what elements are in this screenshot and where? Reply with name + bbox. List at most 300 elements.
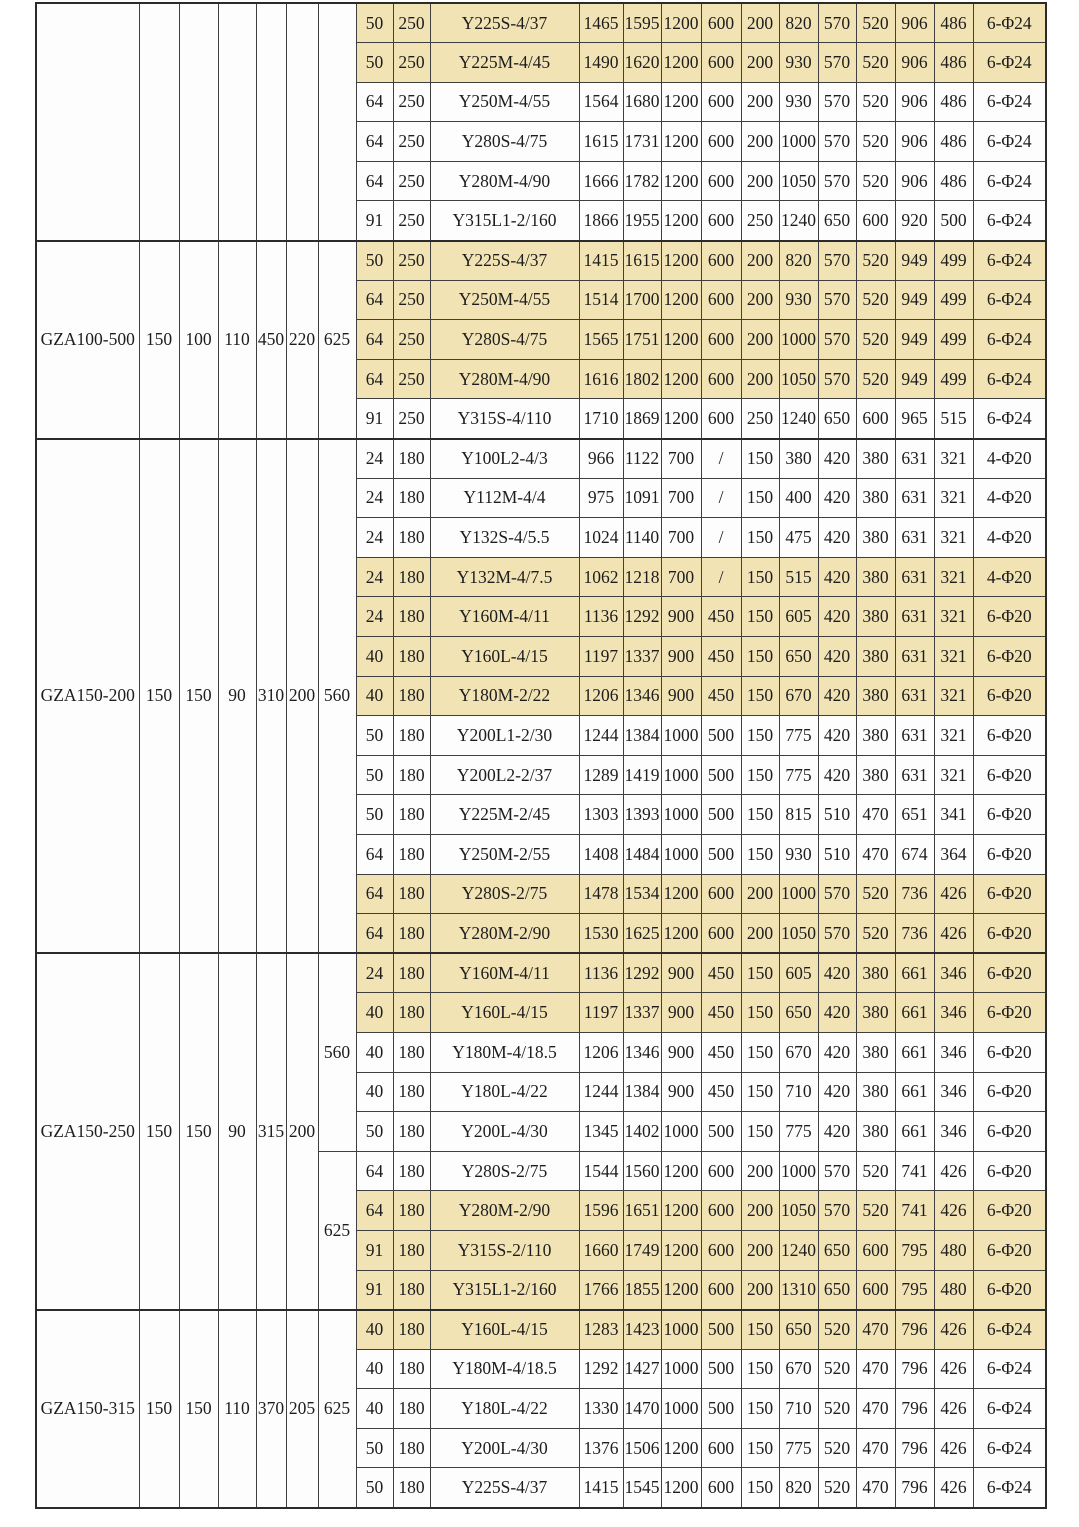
value-cell: 906 (895, 43, 934, 83)
value-cell: 470 (856, 1389, 895, 1429)
value-cell: 631 (895, 518, 934, 558)
value-cell: 1200 (661, 161, 701, 201)
value-cell: 346 (934, 1112, 973, 1152)
value-cell: 150 (741, 478, 779, 518)
value-cell: 64 (356, 122, 393, 162)
dim-cell: 110 (218, 241, 256, 439)
motor-model-cell: Y160M-4/11 (430, 597, 579, 637)
value-cell: 1749 (623, 1230, 661, 1270)
value-cell: 420 (818, 637, 856, 677)
value-cell: 150 (741, 1389, 779, 1429)
value-cell: 1710 (579, 399, 623, 439)
motor-model-cell: Y100L2-4/3 (430, 439, 579, 479)
value-cell: 820 (779, 241, 818, 281)
value-cell: 321 (934, 755, 973, 795)
table-row (36, 953, 1046, 993)
value-cell: 364 (934, 834, 973, 874)
motor-model-cell: Y280M-4/90 (430, 359, 579, 399)
value-cell: 1000 (661, 1349, 701, 1389)
value-cell: 346 (934, 1032, 973, 1072)
value-cell: 64 (356, 834, 393, 874)
value-cell: 1140 (623, 518, 661, 558)
value-cell: 1000 (661, 716, 701, 756)
value-cell: 906 (895, 122, 934, 162)
value-cell: 510 (818, 834, 856, 874)
value-cell: 200 (741, 1151, 779, 1191)
value-cell: 40 (356, 637, 393, 677)
motor-model-cell: Y180M-4/18.5 (430, 1349, 579, 1389)
value-cell: 1802 (623, 359, 661, 399)
value-cell: 150 (741, 993, 779, 1033)
motor-model-cell: Y180L-4/22 (430, 1072, 579, 1112)
value-cell: 1000 (661, 834, 701, 874)
value-cell: 180 (393, 478, 430, 518)
motor-model-cell: Y225S-4/37 (430, 3, 579, 43)
value-cell: 670 (779, 676, 818, 716)
table-row (36, 439, 1046, 479)
value-cell: 570 (818, 43, 856, 83)
value-cell: 486 (934, 122, 973, 162)
value-cell: 200 (741, 161, 779, 201)
bolt-spec-cell: 6-Φ20 (973, 597, 1046, 637)
value-cell: 380 (856, 1112, 895, 1152)
dim-cell: 90 (218, 439, 256, 954)
value-cell: 1240 (779, 201, 818, 241)
value-cell: 1244 (579, 1072, 623, 1112)
value-cell: 520 (856, 82, 895, 122)
value-cell: 600 (856, 399, 895, 439)
value-cell: 346 (934, 953, 973, 993)
value-cell: 341 (934, 795, 973, 835)
value-cell: 500 (701, 1112, 741, 1152)
value-cell: 600 (856, 1270, 895, 1310)
value-cell: 450 (701, 676, 741, 716)
value-cell: 450 (701, 1072, 741, 1112)
value-cell: 570 (818, 241, 856, 281)
value-cell: 520 (818, 1468, 856, 1508)
value-cell: 1415 (579, 1468, 623, 1508)
value-cell: 150 (741, 597, 779, 637)
value-cell: 1700 (623, 280, 661, 320)
value-cell: 520 (818, 1428, 856, 1468)
value-cell: 600 (701, 82, 741, 122)
value-cell: 180 (393, 1310, 430, 1350)
value-cell: 796 (895, 1349, 934, 1389)
value-cell: 906 (895, 3, 934, 43)
value-cell: 520 (856, 3, 895, 43)
value-cell: 520 (856, 874, 895, 914)
value-cell: 570 (818, 359, 856, 399)
value-cell: 815 (779, 795, 818, 835)
motor-model-cell: Y180M-2/22 (430, 676, 579, 716)
value-cell: 380 (856, 993, 895, 1033)
motor-model-cell: Y250M-4/55 (430, 82, 579, 122)
value-cell: 631 (895, 478, 934, 518)
value-cell: 600 (701, 1428, 741, 1468)
value-cell: 470 (856, 834, 895, 874)
value-cell: 180 (393, 1112, 430, 1152)
value-cell: 661 (895, 993, 934, 1033)
value-cell: 500 (701, 1349, 741, 1389)
value-cell: 1200 (661, 43, 701, 83)
value-cell: 426 (934, 1191, 973, 1231)
value-cell: 1866 (579, 201, 623, 241)
value-cell: 1330 (579, 1389, 623, 1429)
value-cell: 500 (701, 1389, 741, 1429)
dim-cell: 625 (318, 1310, 356, 1508)
table-row (36, 241, 1046, 281)
value-cell: 1062 (579, 557, 623, 597)
bolt-spec-cell: 6-Φ20 (973, 914, 1046, 954)
motor-model-cell: Y200L-4/30 (430, 1428, 579, 1468)
bolt-spec-cell: 6-Φ24 (973, 280, 1046, 320)
value-cell: 486 (934, 43, 973, 83)
value-cell: 1050 (779, 359, 818, 399)
value-cell: 1595 (623, 3, 661, 43)
value-cell: 321 (934, 518, 973, 558)
value-cell: 180 (393, 439, 430, 479)
value-cell: 930 (779, 43, 818, 83)
value-cell: 520 (856, 161, 895, 201)
value-cell: 570 (818, 3, 856, 43)
value-cell: 180 (393, 1468, 430, 1508)
value-cell: 1419 (623, 755, 661, 795)
value-cell: 520 (818, 1310, 856, 1350)
bolt-spec-cell: 6-Φ24 (973, 1349, 1046, 1389)
page (35, 2, 1047, 1509)
motor-model-cell: Y180M-4/18.5 (430, 1032, 579, 1072)
value-cell: 1402 (623, 1112, 661, 1152)
dim-cell: 625 (318, 1151, 356, 1309)
dim-cell (179, 3, 218, 241)
value-cell: 321 (934, 557, 973, 597)
value-cell: 1544 (579, 1151, 623, 1191)
pump-model-cell: GZA100-500 (36, 241, 139, 439)
value-cell: 420 (818, 1112, 856, 1152)
value-cell: 1200 (661, 320, 701, 360)
value-cell: 420 (818, 676, 856, 716)
value-cell: 515 (934, 399, 973, 439)
value-cell: 1615 (579, 122, 623, 162)
value-cell: 450 (701, 637, 741, 677)
bolt-spec-cell: 6-Φ20 (973, 1191, 1046, 1231)
value-cell: 1731 (623, 122, 661, 162)
bolt-spec-cell: 6-Φ24 (973, 1389, 1046, 1429)
value-cell: 1855 (623, 1270, 661, 1310)
value-cell: 1197 (579, 637, 623, 677)
value-cell: 1218 (623, 557, 661, 597)
value-cell: 1310 (779, 1270, 818, 1310)
value-cell: 520 (856, 122, 895, 162)
dim-cell: 150 (179, 439, 218, 954)
value-cell: 1000 (661, 1112, 701, 1152)
value-cell: 1616 (579, 359, 623, 399)
value-cell: 250 (741, 399, 779, 439)
value-cell: 180 (393, 914, 430, 954)
value-cell: 150 (741, 1112, 779, 1152)
value-cell: 520 (856, 280, 895, 320)
value-cell: 91 (356, 1270, 393, 1310)
value-cell: 200 (741, 1270, 779, 1310)
value-cell: 949 (895, 320, 934, 360)
motor-model-cell: Y250M-4/55 (430, 280, 579, 320)
value-cell: 250 (393, 241, 430, 281)
value-cell: 600 (701, 43, 741, 83)
value-cell: 1292 (579, 1349, 623, 1389)
value-cell: 50 (356, 3, 393, 43)
motor-model-cell: Y160M-4/11 (430, 953, 579, 993)
value-cell: 1506 (623, 1428, 661, 1468)
value-cell: 180 (393, 1349, 430, 1389)
dim-cell: 205 (286, 1310, 318, 1508)
value-cell: 150 (741, 637, 779, 677)
value-cell: 150 (741, 1349, 779, 1389)
value-cell: 50 (356, 241, 393, 281)
motor-model-cell: Y160L-4/15 (430, 1310, 579, 1350)
value-cell: 64 (356, 1191, 393, 1231)
value-cell: 420 (818, 953, 856, 993)
value-cell: 250 (393, 359, 430, 399)
bolt-spec-cell: 6-Φ24 (973, 201, 1046, 241)
value-cell: 150 (741, 1428, 779, 1468)
bolt-spec-cell: 6-Φ24 (973, 122, 1046, 162)
value-cell: 520 (856, 1151, 895, 1191)
value-cell: 700 (661, 439, 701, 479)
value-cell: 1240 (779, 1230, 818, 1270)
value-cell: 570 (818, 122, 856, 162)
value-cell: 600 (701, 1468, 741, 1508)
value-cell: 200 (741, 359, 779, 399)
value-cell: 600 (701, 399, 741, 439)
value-cell: 1000 (779, 874, 818, 914)
value-cell: 710 (779, 1389, 818, 1429)
motor-model-cell: Y315L1-2/160 (430, 1270, 579, 1310)
value-cell: 475 (779, 518, 818, 558)
dim-cell (286, 3, 318, 241)
value-cell: 50 (356, 1428, 393, 1468)
value-cell: 1484 (623, 834, 661, 874)
value-cell: 470 (856, 1349, 895, 1389)
value-cell: 1565 (579, 320, 623, 360)
bolt-spec-cell: 6-Φ20 (973, 1151, 1046, 1191)
value-cell: 180 (393, 1151, 430, 1191)
value-cell: 250 (393, 320, 430, 360)
value-cell: 200 (741, 3, 779, 43)
value-cell: 520 (856, 43, 895, 83)
value-cell: 651 (895, 795, 934, 835)
value-cell: 661 (895, 1072, 934, 1112)
value-cell: 426 (934, 1389, 973, 1429)
value-cell: 380 (856, 439, 895, 479)
bolt-spec-cell: 6-Φ20 (973, 834, 1046, 874)
table-row (36, 1310, 1046, 1350)
dim-cell: 315 (256, 953, 286, 1309)
dim-cell: 310 (256, 439, 286, 954)
value-cell: 250 (393, 280, 430, 320)
bolt-spec-cell: 6-Φ20 (973, 1270, 1046, 1310)
motor-model-cell: Y315S-4/110 (430, 399, 579, 439)
value-cell: 775 (779, 1112, 818, 1152)
value-cell: 200 (741, 43, 779, 83)
value-cell: 631 (895, 676, 934, 716)
value-cell: 600 (701, 122, 741, 162)
value-cell: 1206 (579, 676, 623, 716)
value-cell: / (701, 557, 741, 597)
value-cell: 900 (661, 597, 701, 637)
value-cell: 380 (856, 518, 895, 558)
value-cell: 180 (393, 874, 430, 914)
value-cell: 426 (934, 1428, 973, 1468)
value-cell: 570 (818, 320, 856, 360)
value-cell: 605 (779, 953, 818, 993)
spec-table (35, 2, 1047, 1509)
value-cell: 600 (701, 1191, 741, 1231)
value-cell: 600 (701, 914, 741, 954)
value-cell: 736 (895, 874, 934, 914)
value-cell: 380 (856, 478, 895, 518)
value-cell: 380 (779, 439, 818, 479)
value-cell: 600 (701, 201, 741, 241)
value-cell: 250 (393, 161, 430, 201)
value-cell: 50 (356, 43, 393, 83)
value-cell: 180 (393, 1230, 430, 1270)
value-cell: 180 (393, 953, 430, 993)
value-cell: 1346 (623, 1032, 661, 1072)
bolt-spec-cell: 6-Φ20 (973, 1112, 1046, 1152)
value-cell: 420 (818, 755, 856, 795)
value-cell: 631 (895, 557, 934, 597)
value-cell: 499 (934, 359, 973, 399)
value-cell: 1197 (579, 993, 623, 1033)
value-cell: 426 (934, 1310, 973, 1350)
bolt-spec-cell: 6-Φ24 (973, 1468, 1046, 1508)
value-cell: 150 (741, 755, 779, 795)
value-cell: 1292 (623, 597, 661, 637)
value-cell: 520 (818, 1389, 856, 1429)
dim-cell: 150 (139, 241, 179, 439)
value-cell: 426 (934, 874, 973, 914)
value-cell: 321 (934, 637, 973, 677)
motor-model-cell: Y225S-4/37 (430, 1468, 579, 1508)
value-cell: 180 (393, 716, 430, 756)
value-cell: 775 (779, 716, 818, 756)
value-cell: 906 (895, 161, 934, 201)
value-cell: 24 (356, 597, 393, 637)
value-cell: 1470 (623, 1389, 661, 1429)
value-cell: 1680 (623, 82, 661, 122)
value-cell: 661 (895, 1112, 934, 1152)
bolt-spec-cell: 6-Φ24 (973, 82, 1046, 122)
value-cell: 150 (741, 1310, 779, 1350)
value-cell: 40 (356, 1389, 393, 1429)
value-cell: 600 (701, 241, 741, 281)
value-cell: / (701, 478, 741, 518)
value-cell: 150 (741, 716, 779, 756)
value-cell: 570 (818, 161, 856, 201)
value-cell: 380 (856, 1032, 895, 1072)
value-cell: 180 (393, 557, 430, 597)
value-cell: 346 (934, 993, 973, 1033)
value-cell: 1200 (661, 201, 701, 241)
value-cell: 631 (895, 597, 934, 637)
value-cell: 180 (393, 1389, 430, 1429)
value-cell: 700 (661, 557, 701, 597)
value-cell: 150 (741, 953, 779, 993)
value-cell: 1423 (623, 1310, 661, 1350)
value-cell: 400 (779, 478, 818, 518)
value-cell: 1000 (779, 320, 818, 360)
value-cell: 380 (856, 1072, 895, 1112)
value-cell: 1478 (579, 874, 623, 914)
value-cell: 1200 (661, 241, 701, 281)
value-cell: 486 (934, 161, 973, 201)
value-cell: 741 (895, 1151, 934, 1191)
value-cell: 1620 (623, 43, 661, 83)
value-cell: 1091 (623, 478, 661, 518)
dim-cell: 150 (139, 1310, 179, 1508)
motor-model-cell: Y200L1-2/30 (430, 716, 579, 756)
value-cell: 24 (356, 439, 393, 479)
dim-cell: 150 (139, 953, 179, 1309)
motor-model-cell: Y315S-2/110 (430, 1230, 579, 1270)
value-cell: 570 (818, 1151, 856, 1191)
value-cell: 1751 (623, 320, 661, 360)
value-cell: 650 (818, 1270, 856, 1310)
motor-model-cell: Y315L1-2/160 (430, 201, 579, 241)
value-cell: 795 (895, 1230, 934, 1270)
motor-model-cell: Y250M-2/55 (430, 834, 579, 874)
value-cell: 650 (779, 1310, 818, 1350)
value-cell: 1766 (579, 1270, 623, 1310)
value-cell: 200 (741, 320, 779, 360)
value-cell: 91 (356, 1230, 393, 1270)
value-cell: 631 (895, 755, 934, 795)
value-cell: 710 (779, 1072, 818, 1112)
motor-model-cell: Y280S-4/75 (430, 122, 579, 162)
value-cell: 1384 (623, 1072, 661, 1112)
bolt-spec-cell: 6-Φ20 (973, 676, 1046, 716)
value-cell: 180 (393, 1072, 430, 1112)
value-cell: 1427 (623, 1349, 661, 1389)
dim-cell (318, 3, 356, 241)
value-cell: 650 (818, 1230, 856, 1270)
value-cell: 1200 (661, 1270, 701, 1310)
value-cell: 600 (701, 320, 741, 360)
value-cell: 1050 (779, 914, 818, 954)
value-cell: 420 (818, 1072, 856, 1112)
value-cell: 520 (856, 914, 895, 954)
value-cell: 1869 (623, 399, 661, 439)
value-cell: 1782 (623, 161, 661, 201)
value-cell: 1376 (579, 1428, 623, 1468)
value-cell: 470 (856, 1310, 895, 1350)
dim-cell: 150 (179, 953, 218, 1309)
value-cell: 900 (661, 1032, 701, 1072)
value-cell: 1050 (779, 161, 818, 201)
value-cell: 949 (895, 359, 934, 399)
value-cell: 380 (856, 755, 895, 795)
value-cell: 1200 (661, 82, 701, 122)
value-cell: 321 (934, 597, 973, 637)
value-cell: 920 (895, 201, 934, 241)
value-cell: 500 (934, 201, 973, 241)
value-cell: 50 (356, 755, 393, 795)
value-cell: 420 (818, 557, 856, 597)
pump-model-cell: GZA150-250 (36, 953, 139, 1309)
value-cell: 1136 (579, 597, 623, 637)
value-cell: 1346 (623, 676, 661, 716)
dim-cell (256, 3, 286, 241)
